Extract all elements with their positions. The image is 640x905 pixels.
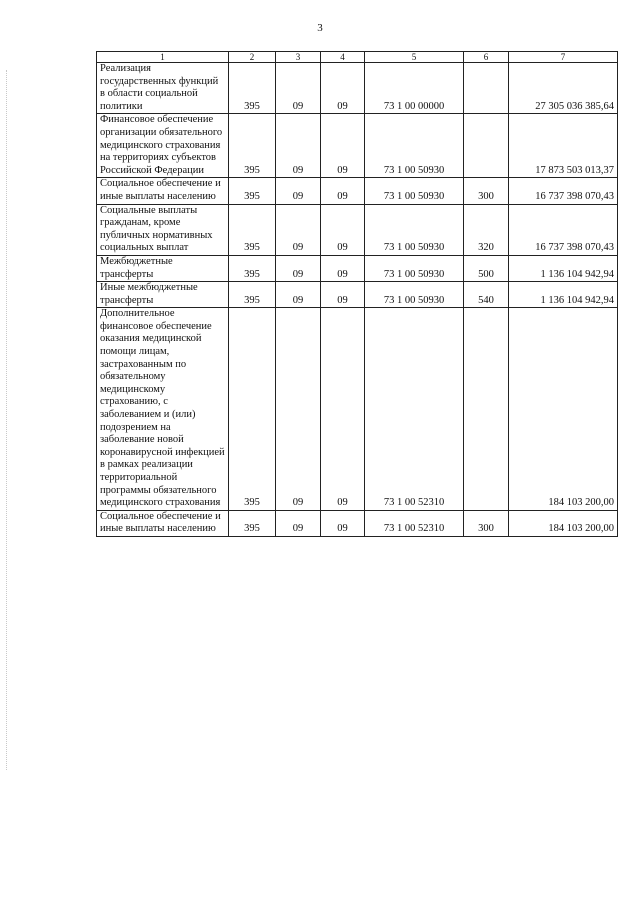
expense-type-cell bbox=[464, 308, 509, 511]
target-article-cell: 73 1 00 50930 bbox=[365, 114, 464, 178]
row-name-cell: Социальное обеспечение и иные выплаты населению bbox=[97, 510, 229, 536]
amount-cell: 16 737 398 070,43 bbox=[509, 204, 618, 255]
subsection-code-cell: 09 bbox=[321, 204, 365, 255]
amount-cell: 184 103 200,00 bbox=[509, 308, 618, 511]
column-header: 3 bbox=[276, 52, 321, 63]
column-header: 7 bbox=[509, 52, 618, 63]
section-code-cell: 09 bbox=[276, 255, 321, 281]
amount-cell: 1 136 104 942,94 bbox=[509, 282, 618, 308]
ministry-code-cell: 395 bbox=[229, 510, 276, 536]
ministry-code-cell: 395 bbox=[229, 308, 276, 511]
table-row bbox=[97, 308, 618, 511]
expense-type-cell: 500 bbox=[464, 255, 509, 281]
table-row bbox=[97, 204, 618, 255]
section-code-cell: 09 bbox=[276, 282, 321, 308]
column-header: 2 bbox=[229, 52, 276, 63]
table-row bbox=[97, 282, 618, 308]
expense-type-cell: 320 bbox=[464, 204, 509, 255]
expense-type-cell: 300 bbox=[464, 510, 509, 536]
subsection-code-cell: 09 bbox=[321, 114, 365, 178]
expense-type-cell: 540 bbox=[464, 282, 509, 308]
subsection-code-cell: 09 bbox=[321, 308, 365, 511]
row-name-cell: Социальные выплаты гражданам, кроме публичных нормативных социальных выплат bbox=[97, 204, 229, 255]
amount-cell: 16 737 398 070,43 bbox=[509, 178, 618, 204]
row-name-cell: Финансовое обеспечение организации обязательного медицинского страхования на территориях субъектов Российской Федерации bbox=[97, 114, 229, 178]
column-header: 1 bbox=[97, 52, 229, 63]
table-row bbox=[97, 63, 618, 114]
ministry-code-cell: 395 bbox=[229, 178, 276, 204]
ministry-code-cell: 395 bbox=[229, 204, 276, 255]
scan-edge-marks bbox=[6, 70, 8, 770]
target-article-cell: 73 1 00 50930 bbox=[365, 178, 464, 204]
amount-cell: 27 305 036 385,64 bbox=[509, 63, 618, 114]
section-code-cell: 09 bbox=[276, 114, 321, 178]
amount-cell: 17 873 503 013,37 bbox=[509, 114, 618, 178]
page-number: 3 bbox=[317, 22, 323, 34]
section-code-cell: 09 bbox=[276, 178, 321, 204]
table-row bbox=[97, 255, 618, 281]
column-header: 6 bbox=[464, 52, 509, 63]
subsection-code-cell: 09 bbox=[321, 510, 365, 536]
target-article-cell: 73 1 00 52310 bbox=[365, 510, 464, 536]
section-code-cell: 09 bbox=[276, 63, 321, 114]
table-header-row bbox=[97, 52, 618, 63]
amount-cell: 184 103 200,00 bbox=[509, 510, 618, 536]
subsection-code-cell: 09 bbox=[321, 255, 365, 281]
ministry-code-cell: 395 bbox=[229, 282, 276, 308]
expense-type-cell: 300 bbox=[464, 178, 509, 204]
expense-type-cell bbox=[464, 63, 509, 114]
subsection-code-cell: 09 bbox=[321, 282, 365, 308]
section-code-cell: 09 bbox=[276, 204, 321, 255]
target-article-cell: 73 1 00 52310 bbox=[365, 308, 464, 511]
amount-cell: 1 136 104 942,94 bbox=[509, 255, 618, 281]
section-code-cell: 09 bbox=[276, 308, 321, 511]
row-name-cell: Иные межбюджетные трансферты bbox=[97, 282, 229, 308]
subsection-code-cell: 09 bbox=[321, 63, 365, 114]
target-article-cell: 73 1 00 00000 bbox=[365, 63, 464, 114]
target-article-cell: 73 1 00 50930 bbox=[365, 282, 464, 308]
row-name-cell: Реализация государственных функций в области социальной политики bbox=[97, 63, 229, 114]
section-code-cell: 09 bbox=[276, 510, 321, 536]
ministry-code-cell: 395 bbox=[229, 63, 276, 114]
row-name-cell: Социальное обеспечение и иные выплаты населению bbox=[97, 178, 229, 204]
expense-type-cell bbox=[464, 114, 509, 178]
column-header: 4 bbox=[321, 52, 365, 63]
table-row bbox=[97, 510, 618, 536]
ministry-code-cell: 395 bbox=[229, 114, 276, 178]
row-name-cell: Дополнительное финансовое обеспечение оказания медицинской помощи лицам, застрахованным по обязательному медицинскому страхованию, с заболеванием и (или) подозрением на заболевание новой коронавирусной инфекцией в рамках реализации территориальной программы обязательного медицинского страхования bbox=[97, 308, 229, 511]
budget-table bbox=[96, 51, 618, 537]
target-article-cell: 73 1 00 50930 bbox=[365, 255, 464, 281]
table-row bbox=[97, 178, 618, 204]
target-article-cell: 73 1 00 50930 bbox=[365, 204, 464, 255]
column-header: 5 bbox=[365, 52, 464, 63]
ministry-code-cell: 395 bbox=[229, 255, 276, 281]
subsection-code-cell: 09 bbox=[321, 178, 365, 204]
table-row bbox=[97, 114, 618, 178]
row-name-cell: Межбюджетные трансферты bbox=[97, 255, 229, 281]
